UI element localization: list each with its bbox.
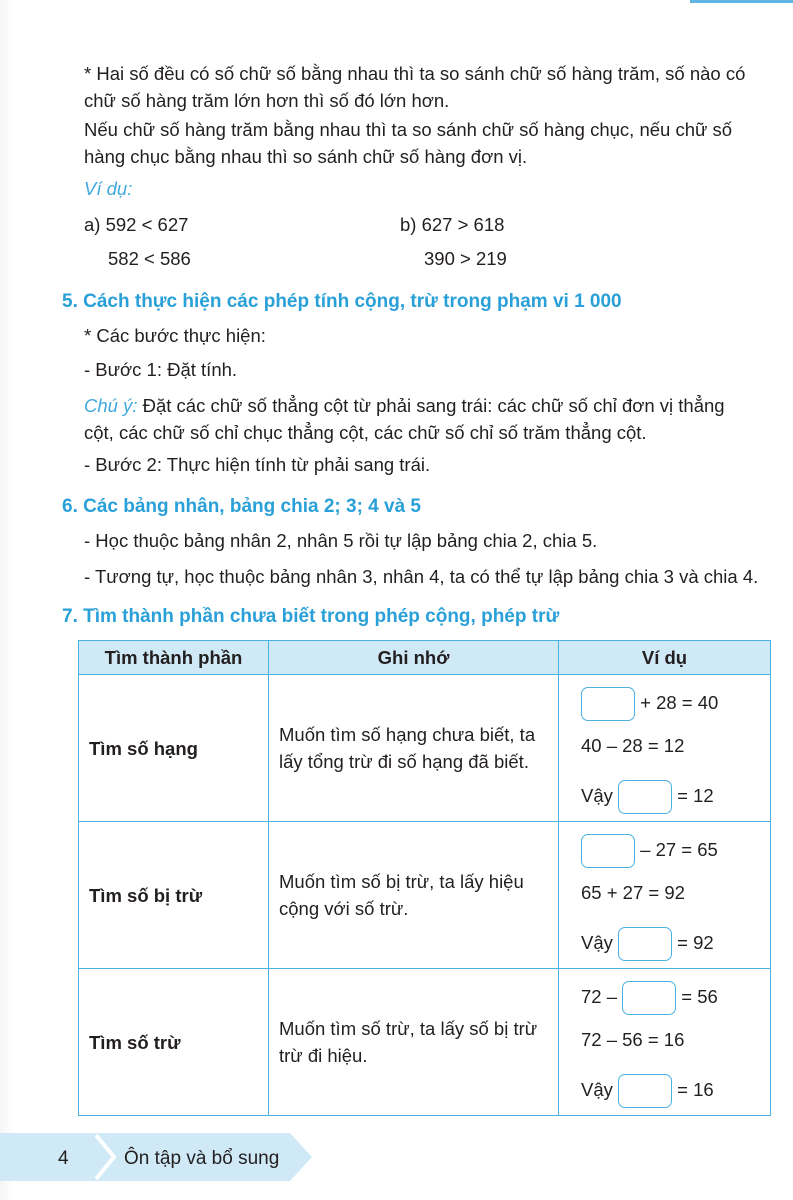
section-7-heading: 7. Tìm thành phần chưa biết trong phép cộng, phép trừ [62,606,560,627]
comparison-rule-line-1: * Hai số đều có số chữ số bằng nhau thì ta so sánh chữ số hàng trăm, số nào có [84,63,746,84]
example-b-line-1: b) 627 > 618 [400,214,505,235]
table-row [79,969,771,1116]
blank-box[interactable] [618,780,672,814]
equation-text: = 56 [681,986,718,1007]
top-accent-line [690,0,793,3]
example-answer [581,1072,714,1108]
row-rule: Muốn tìm số hạng chưa biết, ta lấy tổng trừ đi số hạng đã biết. [269,675,559,822]
example-label: Ví dụ: [84,178,133,199]
footer-separator [92,1133,116,1181]
comparison-rule-2-line-2: hàng chục bằng nhau thì so sánh chữ số hàng đơn vị. [84,146,528,167]
page-fold-shadow [0,0,14,1200]
section-5-heading: 5. Cách thực hiện các phép tính cộng, trừ trong phạm vi 1 000 [62,291,622,312]
example-b-line-2: 390 > 219 [424,248,507,269]
row-rule: Muốn tìm số trừ, ta lấy số bị trừ trừ đi hiệu. [269,969,559,1116]
example-equation-2: 65 + 27 = 92 [581,882,685,903]
example-a-line-1: a) 592 < 627 [84,214,189,235]
row-example [559,969,771,1116]
step-2: - Bước 2: Thực hiện tính từ phải sang trái. [84,454,431,475]
table-header-row [79,641,771,675]
answer-value: = 12 [677,785,714,806]
note [84,392,784,446]
example-equation-1 [581,979,718,1015]
step-1: - Bước 1: Đặt tính. [84,359,238,380]
note-line-1: Đặt các chữ số thẳng cột từ phải sang trái: các chữ số chỉ đơn vị thẳng [137,395,725,416]
example-equation-1 [581,832,718,868]
table-row [79,675,771,822]
answer-value: = 16 [677,1079,714,1100]
equation-text: – 27 = 65 [640,839,718,860]
comparison-rule-line-2: chữ số hàng trăm lớn hơn thì số đó lớn hơn. [84,90,450,111]
row-rule: Muốn tìm số bị trừ, ta lấy hiệu cộng với số trừ. [269,822,559,969]
steps-intro: * Các bước thực hiện: [84,325,266,346]
answer-value: = 92 [677,932,714,953]
blank-box[interactable] [581,834,635,868]
comparison-rule-2-line-1: Nếu chữ số hàng trăm bằng nhau thì ta so sánh chữ số hàng chục, nếu chữ số [84,119,733,140]
comparison-rule-2 [84,116,784,170]
footer-title: Ôn tập và bổ sung [124,1148,280,1169]
example-equation-2: 72 – 56 = 16 [581,1029,685,1050]
answer-label: Vậy [581,785,613,806]
example-a-line-2: 582 < 586 [108,248,191,269]
row-topic: Tìm số hạng [79,675,269,822]
row-topic: Tìm số trừ [79,969,269,1116]
header-example: Ví dụ [559,641,771,675]
row-example [559,822,771,969]
table-row [79,822,771,969]
example-answer [581,778,714,814]
example-equation-1 [581,685,718,721]
section-6-line-1: - Học thuộc bảng nhân 2, nhân 5 rồi tự lập bảng chia 2, chia 5. [84,530,598,551]
section-6-heading: 6. Các bảng nhân, bảng chia 2; 3; 4 và 5 [62,496,421,517]
answer-label: Vậy [581,932,613,953]
page-number: 4 [58,1148,69,1169]
recall-table [78,640,771,1116]
blank-box[interactable] [622,981,676,1015]
row-example [559,675,771,822]
note-line-2: cột, các chữ số chỉ chục thẳng cột, các chữ số chỉ số trăm thẳng cột. [84,422,647,443]
note-label: Chú ý: [84,395,138,416]
example-equation-2: 40 – 28 = 12 [581,735,685,756]
blank-box[interactable] [581,687,635,721]
section-6-line-2: - Tương tự, học thuộc bảng nhân 3, nhân 4, ta có thể tự lập bảng chia 3 và chia 4. [84,566,759,587]
blank-box[interactable] [618,927,672,961]
header-rule: Ghi nhớ [269,641,559,675]
header-topic: Tìm thành phần [79,641,269,675]
example-answer [581,925,714,961]
equation-text: + 28 = 40 [640,692,719,713]
comparison-rule [84,60,784,114]
answer-label: Vậy [581,1079,613,1100]
equation-prefix: 72 – [581,986,618,1007]
blank-box[interactable] [618,1074,672,1108]
row-topic: Tìm số bị trừ [79,822,269,969]
